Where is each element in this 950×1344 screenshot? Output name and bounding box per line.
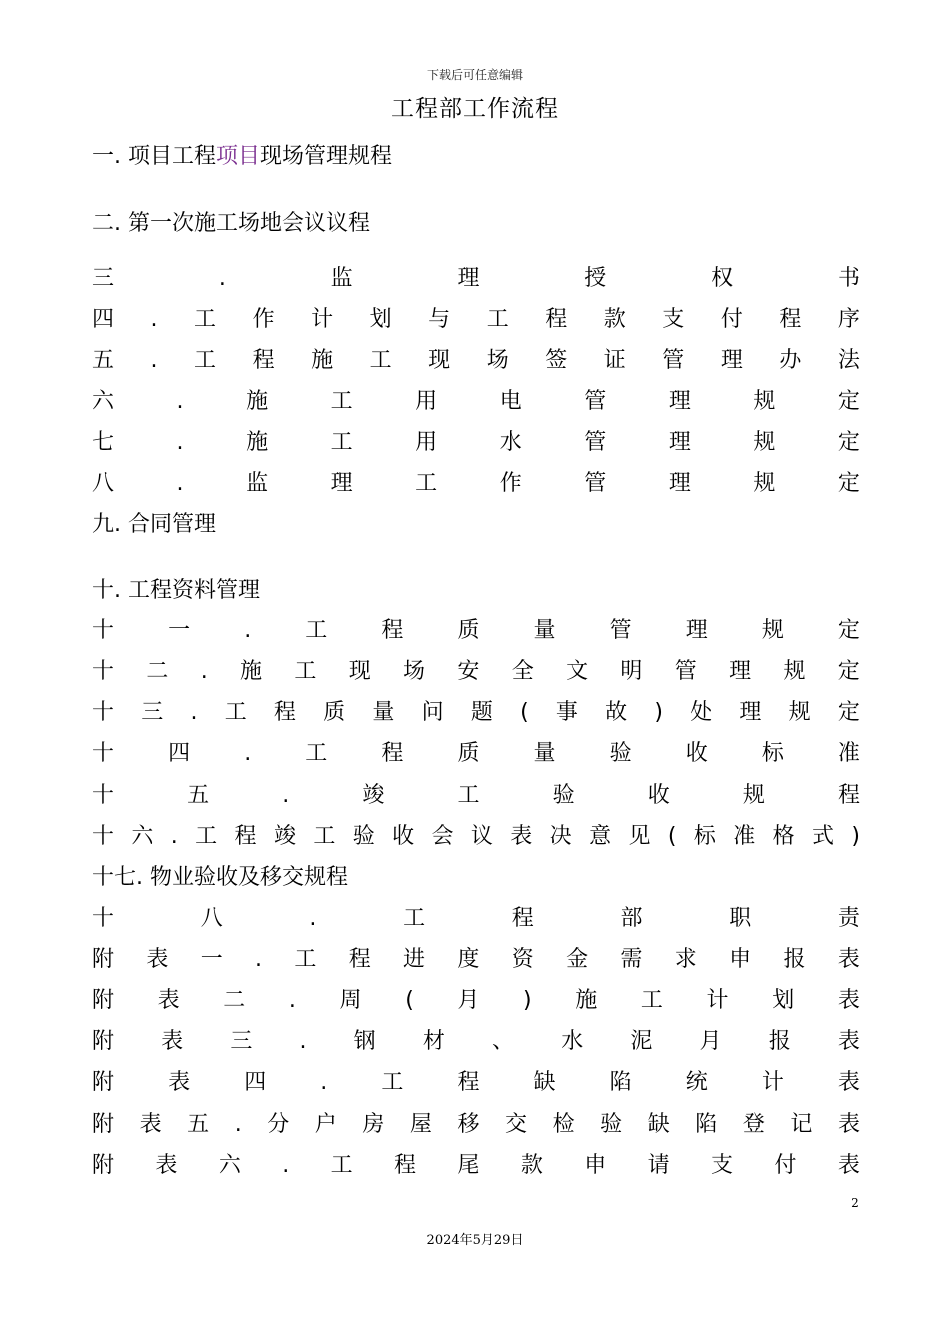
toc-char: 工	[486, 307, 509, 332]
toc-char: 管	[674, 659, 697, 684]
toc-char: 、	[492, 1029, 515, 1054]
toc-char: 理	[720, 348, 743, 373]
toc-char: 十	[92, 659, 115, 684]
toc-item-1	[92, 142, 860, 172]
toc-char: 量	[533, 618, 556, 643]
toc-char: 十	[92, 618, 115, 643]
toc-char: 收	[685, 741, 708, 766]
toc-char: 理	[685, 618, 708, 643]
toc-item-14	[92, 739, 860, 769]
toc-char: 法	[837, 348, 860, 373]
toc-char: .	[170, 824, 178, 849]
toc-char: 程	[273, 700, 296, 725]
toc-char: 作	[499, 471, 522, 496]
toc-char: (	[667, 824, 677, 849]
toc-char: 二	[223, 988, 246, 1013]
toc-char: 房	[362, 1112, 385, 1137]
toc-char: 竣	[273, 824, 296, 849]
toc-char: 会	[431, 824, 454, 849]
toc-char: 作	[252, 307, 275, 332]
toc-char: 表	[168, 1070, 191, 1095]
toc-char: 表	[155, 1153, 178, 1178]
toc-char: 理	[668, 430, 691, 455]
toc-char: 施	[240, 659, 263, 684]
toc-char: 附	[92, 988, 115, 1013]
toc-char: 工	[381, 1070, 404, 1095]
toc-char: 尾	[457, 1153, 480, 1178]
toc-item-21	[92, 1027, 860, 1057]
toc-char: 交	[505, 1112, 528, 1137]
toc-char: )	[523, 988, 532, 1013]
page-header: 下载后可任意编辑	[426, 68, 523, 82]
toc-char: 划	[772, 988, 795, 1013]
toc-char: 附	[92, 947, 115, 972]
toc-char: 管	[662, 348, 685, 373]
toc-char: (	[520, 700, 529, 725]
toc-char: 与	[428, 307, 451, 332]
toc-char: 登	[742, 1112, 765, 1137]
toc-item-13	[92, 698, 860, 728]
toc-char: 程	[381, 618, 404, 643]
toc-char: .	[255, 947, 263, 972]
toc-char: (	[405, 988, 414, 1013]
toc-char: 程	[457, 1070, 480, 1095]
toc-char: .	[309, 906, 317, 931]
toc-char: 程	[234, 824, 257, 849]
toc-char: 附	[92, 1070, 115, 1095]
toc-char: 工	[313, 824, 336, 849]
toc-char: 监	[246, 471, 269, 496]
toc-char: 问	[421, 700, 444, 725]
toc-char: 表	[837, 1070, 860, 1095]
toc-char: 文	[566, 659, 589, 684]
toc-char: 度	[457, 947, 480, 972]
toc-char: 月	[457, 988, 480, 1013]
toc-char: 钢	[353, 1029, 376, 1054]
toc-char: 量	[372, 700, 395, 725]
toc-char: 十	[92, 824, 115, 849]
toc-char: 程	[348, 947, 371, 972]
toc-char: 工	[194, 348, 217, 373]
toc-char: 处	[690, 700, 713, 725]
toc-char: 附	[92, 1112, 115, 1137]
toc-char: 划	[369, 307, 392, 332]
toc-char: 款	[520, 1153, 543, 1178]
toc-char: 付	[720, 307, 743, 332]
toc-char: 管	[584, 430, 607, 455]
toc-item-16	[92, 822, 860, 852]
toc-char: 标	[693, 824, 716, 849]
toc-char: 规	[742, 783, 765, 808]
toc-char: 安	[457, 659, 480, 684]
toc-char: 验	[600, 1112, 623, 1137]
toc-item-3	[92, 264, 860, 294]
page-date: 2024年5月29日	[426, 1233, 524, 1248]
toc-char: 工	[457, 783, 480, 808]
toc-char: 表	[510, 824, 533, 849]
toc-char: 证	[603, 348, 626, 373]
toc-char: 缺	[533, 1070, 556, 1095]
toc-item-24	[92, 1151, 860, 1181]
toc-item-15	[92, 781, 860, 811]
toc-char: 办	[779, 348, 802, 373]
toc-char: 全	[511, 659, 534, 684]
toc-char: 管	[609, 618, 632, 643]
toc-char: 部	[620, 906, 643, 931]
toc-char: 书	[837, 266, 860, 291]
toc-char: 用	[415, 389, 438, 414]
toc-char: .	[320, 1070, 328, 1095]
toc-char: 表	[837, 1112, 860, 1137]
toc-char: 理	[668, 389, 691, 414]
toc-char: 理	[330, 471, 353, 496]
toc-char: 电	[499, 389, 522, 414]
toc-char: 三	[141, 700, 164, 725]
toc-char: 六	[92, 389, 115, 414]
toc-char: 统	[685, 1070, 708, 1095]
toc-char: 工	[294, 659, 317, 684]
toc-char: 表	[837, 1153, 860, 1178]
toc-char: .	[288, 988, 296, 1013]
toc-item-12	[92, 657, 860, 687]
toc-char: 报	[783, 947, 806, 972]
toc-char: 职	[729, 906, 752, 931]
toc-char: 故	[605, 700, 628, 725]
toc-char: 验	[352, 824, 375, 849]
toc-char: 金	[566, 947, 589, 972]
toc-char: 管	[584, 389, 607, 414]
toc-char: .	[190, 700, 198, 725]
toc-char: .	[218, 266, 226, 291]
toc-char: 用	[415, 430, 438, 455]
toc-char: 竣	[362, 783, 385, 808]
toc-char: 收	[647, 783, 670, 808]
toc-char: 记	[790, 1112, 813, 1137]
toc-char: )	[851, 824, 860, 849]
toc-char: 管	[584, 471, 607, 496]
toc-char: 需	[620, 947, 643, 972]
toc-char: 申	[729, 947, 752, 972]
toc-item-11	[92, 616, 860, 646]
toc-char: 权	[711, 266, 734, 291]
toc-char: 程	[779, 307, 802, 332]
toc-char: 款	[603, 307, 626, 332]
toc-char: .	[176, 389, 184, 414]
toc-char: 十	[92, 783, 115, 808]
toc-char: 五	[187, 783, 210, 808]
toc-item-17: 十七. 物业验收及移交规程	[92, 865, 348, 890]
toc-item-20	[92, 986, 860, 1016]
toc-char: 水	[561, 1029, 584, 1054]
toc-char: .	[282, 783, 290, 808]
toc-char: 十	[92, 906, 115, 931]
toc-item-10: 十. 工程资料管理	[92, 578, 260, 603]
toc-char: 验	[609, 741, 632, 766]
toc-char: 四	[168, 741, 191, 766]
toc-item-23	[92, 1110, 860, 1140]
toc-char: 表	[837, 988, 860, 1013]
toc-item-6	[92, 387, 860, 417]
toc-char: .	[244, 741, 252, 766]
toc-char: 表	[837, 947, 860, 972]
toc-char: 收	[392, 824, 415, 849]
toc-char: .	[176, 471, 184, 496]
toc-char: 十	[92, 741, 115, 766]
toc-char: 缺	[647, 1112, 670, 1137]
toc-char: 计	[311, 307, 334, 332]
toc-char: 材	[422, 1029, 445, 1054]
toc-char: 施	[311, 348, 334, 373]
toc-char: 工	[294, 947, 317, 972]
toc-char: 程	[545, 307, 568, 332]
toc-char: 现	[348, 659, 371, 684]
toc-char: 水	[499, 430, 522, 455]
toc-char: 题	[470, 700, 493, 725]
toc-char: 序	[837, 307, 860, 332]
toc-char: 工	[640, 988, 663, 1013]
toc-char: 质	[457, 618, 480, 643]
toc-char: .	[176, 430, 184, 455]
toc-item-5	[92, 346, 860, 376]
toc-char: 格	[772, 824, 795, 849]
toc-char: 一	[168, 618, 191, 643]
toc-char: 工	[195, 824, 218, 849]
toc-char: 工	[415, 471, 438, 496]
toc-char: 一	[200, 947, 223, 972]
toc-char: 规	[788, 700, 811, 725]
toc-char: 户	[314, 1112, 337, 1137]
toc-char: 工	[305, 618, 328, 643]
toc-char: 工	[403, 906, 426, 931]
toc-char: 理	[457, 266, 480, 291]
toc-char: 八	[92, 471, 115, 496]
toc-char: 求	[674, 947, 697, 972]
toc-char: 四	[92, 307, 115, 332]
toc-char: 准	[733, 824, 756, 849]
toc-char: 规	[753, 430, 776, 455]
toc-item-1-prefix: 一. 项目工程	[92, 144, 216, 169]
toc-char: 工	[369, 348, 392, 373]
toc-char: 定	[837, 471, 860, 496]
toc-char: 施	[575, 988, 598, 1013]
toc-char: 表	[139, 1112, 162, 1137]
toc-char: .	[244, 618, 252, 643]
toc-char: 授	[584, 266, 607, 291]
toc-char: 定	[837, 430, 860, 455]
toc-char: 程	[837, 783, 860, 808]
toc-char: 签	[545, 348, 568, 373]
toc-char: 监	[330, 266, 353, 291]
toc-char: 事	[555, 700, 578, 725]
toc-char: .	[282, 1153, 290, 1178]
toc-char: 请	[647, 1153, 670, 1178]
toc-char: 进	[403, 947, 426, 972]
toc-char: 式	[811, 824, 834, 849]
toc-char: 报	[768, 1029, 791, 1054]
toc-char: 检	[552, 1112, 575, 1137]
toc-char: 意	[589, 824, 612, 849]
toc-char: 六	[218, 1153, 241, 1178]
toc-item-7	[92, 428, 860, 458]
toc-char: 规	[761, 618, 784, 643]
toc-char: 定	[837, 618, 860, 643]
toc-item-18	[92, 904, 860, 934]
toc-char: 附	[92, 1153, 115, 1178]
toc-char: 工	[330, 430, 353, 455]
toc-char: 屋	[409, 1112, 432, 1137]
toc-char: .	[234, 1112, 242, 1137]
toc-char: 施	[246, 430, 269, 455]
toc-char: 计	[706, 988, 729, 1013]
toc-item-9: 九. 合同管理	[92, 512, 216, 537]
toc-char: 工	[330, 389, 353, 414]
toc-char: 二	[146, 659, 169, 684]
toc-char: 表	[146, 947, 169, 972]
toc-char: 规	[753, 471, 776, 496]
toc-char: .	[299, 1029, 307, 1054]
toc-char: 申	[584, 1153, 607, 1178]
toc-char: 六	[131, 824, 154, 849]
toc-char: 周	[339, 988, 362, 1013]
toc-item-2: 二. 第一次施工场地会议议程	[92, 211, 370, 236]
toc-char: 规	[783, 659, 806, 684]
toc-char: 程	[394, 1153, 417, 1178]
toc-char: 付	[774, 1153, 797, 1178]
toc-char: 质	[457, 741, 480, 766]
toc-char: 表	[837, 1029, 860, 1054]
toc-char: 五	[92, 348, 115, 373]
toc-char: 理	[668, 471, 691, 496]
toc-char: 三	[230, 1029, 253, 1054]
toc-char: 标	[761, 741, 784, 766]
toc-item-19	[92, 945, 860, 975]
toc-item-1-highlight: 项目	[216, 144, 261, 169]
toc-item-22	[92, 1068, 860, 1098]
toc-char: 见	[628, 824, 651, 849]
toc-char: 附	[92, 1029, 115, 1054]
toc-char: )	[654, 700, 663, 725]
toc-char: 工	[224, 700, 247, 725]
toc-char: 支	[662, 307, 685, 332]
toc-char: 五	[187, 1112, 210, 1137]
toc-char: 支	[711, 1153, 734, 1178]
toc-char: 理	[729, 659, 752, 684]
toc-char: 计	[761, 1070, 784, 1095]
toc-char: 理	[739, 700, 762, 725]
toc-char: 陷	[609, 1070, 632, 1095]
toc-char: 责	[837, 906, 860, 931]
toc-char: 八	[200, 906, 223, 931]
toc-char: 移	[457, 1112, 480, 1137]
toc-char: 月	[699, 1029, 722, 1054]
toc-char: 陷	[695, 1112, 718, 1137]
toc-char: .	[150, 307, 158, 332]
toc-char: 决	[549, 824, 572, 849]
toc-char: 表	[157, 988, 180, 1013]
toc-char: .	[150, 348, 158, 373]
page-title: 工程部工作流程	[391, 96, 559, 122]
toc-char: 质	[323, 700, 346, 725]
toc-char: 泥	[630, 1029, 653, 1054]
toc-char: 验	[552, 783, 575, 808]
toc-item-4	[92, 305, 860, 335]
toc-char: 量	[533, 741, 556, 766]
toc-char: 分	[267, 1112, 290, 1137]
toc-char: 规	[753, 389, 776, 414]
toc-char: 准	[837, 741, 860, 766]
toc-char: 程	[381, 741, 404, 766]
toc-char: 七	[92, 430, 115, 455]
toc-char: 明	[620, 659, 643, 684]
toc-char: 施	[246, 389, 269, 414]
toc-char: 资	[511, 947, 534, 972]
toc-char: 工	[305, 741, 328, 766]
toc-char: 程	[252, 348, 275, 373]
toc-char: 程	[511, 906, 534, 931]
toc-char: 议	[470, 824, 493, 849]
toc-char: 工	[194, 307, 217, 332]
toc-char: .	[200, 659, 208, 684]
toc-char: 现	[428, 348, 451, 373]
toc-char: 工	[330, 1153, 353, 1178]
toc-char: 定	[837, 700, 860, 725]
toc-char: 表	[161, 1029, 184, 1054]
toc-char: 四	[244, 1070, 267, 1095]
page-number: 2	[851, 1196, 859, 1210]
toc-char: 定	[837, 659, 860, 684]
toc-char: 定	[837, 389, 860, 414]
toc-item-8	[92, 469, 860, 499]
toc-char: 三	[92, 266, 115, 291]
toc-char: 场	[486, 348, 509, 373]
toc-item-1-suffix: 现场管理规程	[260, 144, 393, 169]
toc-char: 十	[92, 700, 115, 725]
toc-char: 场	[403, 659, 426, 684]
